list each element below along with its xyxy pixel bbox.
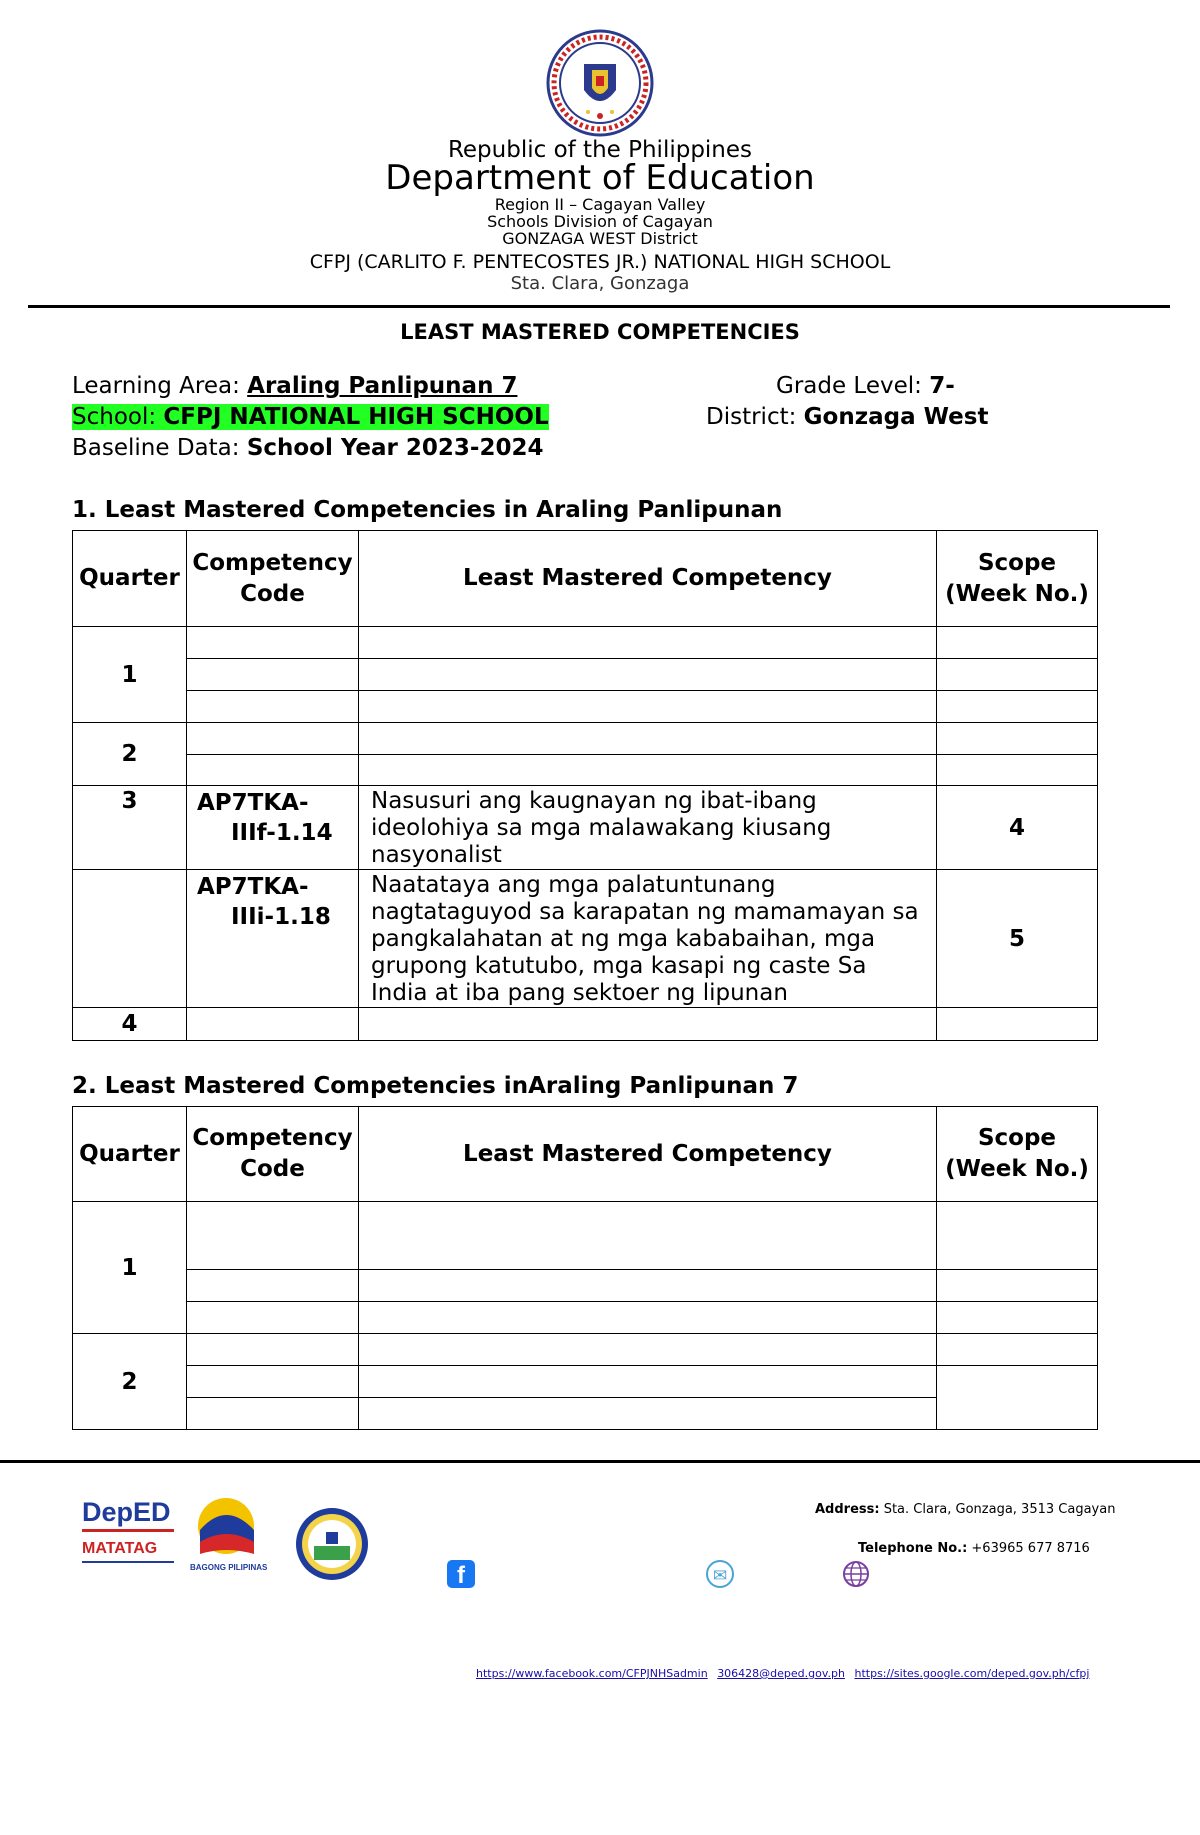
learning-area: Learning Area: Araling Panlipunan 7 [72, 373, 518, 399]
week-number: 5 [937, 870, 1098, 1008]
school-field: School: CFPJ NATIONAL HIGH SCHOOL [72, 404, 549, 430]
competency-table-2 [72, 1106, 1098, 1430]
region-line: Region II – Cagayan Valley [494, 195, 706, 214]
district-line: GONZAGA WEST District [502, 229, 698, 248]
quarter-cell: 3 [73, 786, 187, 870]
column-header-scope: Scope (Week No.) [937, 531, 1098, 627]
deped-seal-icon [544, 28, 656, 138]
table-row [73, 659, 1098, 691]
table-header-row [73, 531, 1098, 627]
table-row [73, 691, 1098, 723]
mail-icon[interactable]: ✉ [706, 1560, 734, 1588]
facebook-icon[interactable]: f [447, 1560, 475, 1588]
column-header-code: Competency Code [187, 531, 359, 627]
republic-line: Republic of the Philippines [447, 137, 753, 163]
column-header-competency: Least Mastered Competency [359, 531, 937, 627]
table-row [73, 1334, 1098, 1366]
column-header-quarter: Quarter [73, 1107, 187, 1202]
table-row [73, 627, 1098, 659]
quarter-cell: 2 [73, 1334, 187, 1430]
week-number: 4 [937, 786, 1098, 870]
bagong-pilipinas-logo [188, 1490, 268, 1574]
table-row [73, 1366, 1098, 1398]
competency-table-1 [72, 530, 1098, 1041]
division-line: Schools Division of Cagayan [487, 212, 713, 231]
header-divider [28, 305, 1170, 308]
column-header-quarter: Quarter [73, 531, 187, 627]
table-row [73, 870, 1098, 1008]
school-seal-icon [292, 1506, 372, 1582]
facebook-link[interactable]: https://www.facebook.com/CFPJNHSadmin [476, 1667, 708, 1680]
table-row [73, 1008, 1098, 1041]
svg-text:MATATAG: MATATAG [82, 1540, 158, 1557]
quarter-cell: 4 [73, 1008, 187, 1041]
school-location-line: Sta. Clara, Gonzaga [510, 273, 690, 294]
section-1-heading: 1. Least Mastered Competencies in Araling Panlipunan [72, 497, 783, 523]
department-name: Department of Education [385, 158, 815, 198]
competency-code: AP7TKA- IIIf-1.14 [187, 786, 359, 870]
quarter-cell: 2 [73, 723, 187, 786]
district-field: District: Gonzaga West [706, 404, 989, 430]
deped-matatag-logo [80, 1485, 176, 1575]
table-row [73, 1270, 1098, 1302]
globe-icon[interactable] [842, 1560, 870, 1588]
table-row [73, 1302, 1098, 1334]
competency-text: Nasusuri ang kaugnayan ng ibat-ibang ideolohiya sa mga malawakang kiusang nasyonalist [359, 786, 937, 870]
section-2-heading: 2. Least Mastered Competencies inAraling Panlipunan 7 [72, 1073, 799, 1099]
telephone-line: Telephone No.: +63965 677 8716 [858, 1541, 1090, 1556]
quarter-cell: 1 [73, 627, 187, 723]
column-header-scope: Scope (Week No.) [937, 1107, 1098, 1202]
table-row [73, 786, 1098, 870]
school-name-line: CFPJ (CARLITO F. PENTECOSTES JR.) NATIONAL HIGH SCHOOL [309, 251, 891, 273]
column-header-code: Competency Code [187, 1107, 359, 1202]
competency-code: AP7TKA- IIIi-1.18 [187, 870, 359, 1008]
table-row [73, 755, 1098, 786]
competency-text: Naatataya ang mga palatuntunang nagtataguyod sa karapatan ng mamamayan sa pangkalahatan at ng mga kababaihan, mga grupong katutubo, mga kasapi ng caste Sa India at iba pang sektoer ng lipunan [359, 870, 937, 1008]
table-header-row [73, 1107, 1098, 1202]
footer-links [476, 1667, 1095, 1680]
svg-text:DepED: DepED [82, 1497, 171, 1527]
footer-divider [0, 1460, 1200, 1463]
address-line: Address: Sta. Clara, Gonzaga, 3513 Cagayan [815, 1502, 1116, 1517]
website-link[interactable]: https://sites.google.com/deped.gov.ph/cfpj [854, 1667, 1090, 1680]
svg-text:BAGONG PILIPINAS: BAGONG PILIPINAS [190, 1563, 268, 1572]
table-row [73, 723, 1098, 755]
table-row [73, 1202, 1098, 1270]
quarter-cell: 1 [73, 1202, 187, 1334]
column-header-competency: Least Mastered Competency [359, 1107, 937, 1202]
grade-level: Grade Level: 7- [776, 373, 955, 399]
baseline-data: Baseline Data: School Year 2023-2024 [72, 435, 544, 461]
email-link[interactable]: 306428@deped.gov.ph [717, 1667, 845, 1680]
document-title: LEAST MASTERED COMPETENCIES [400, 320, 800, 344]
